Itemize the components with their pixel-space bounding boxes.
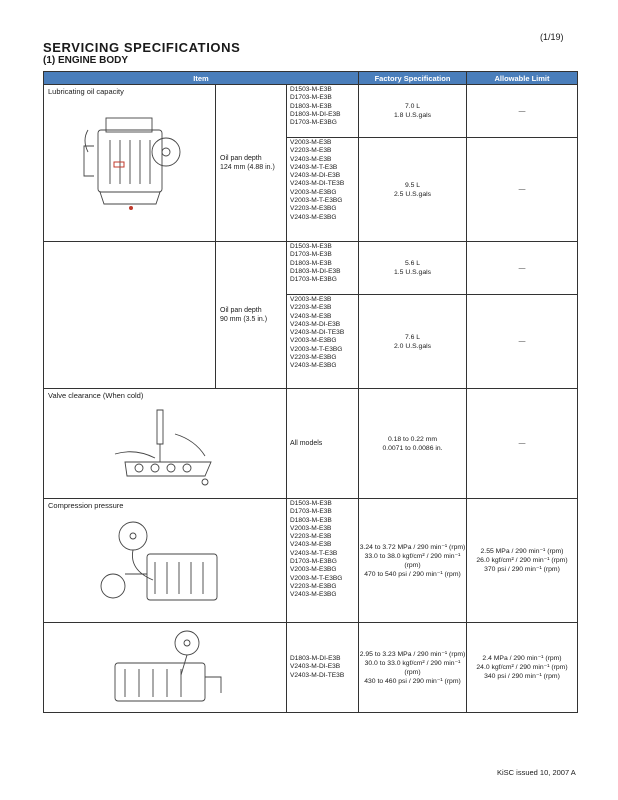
header-factory-specification: Factory Specification — [359, 72, 467, 85]
allowable-limit-cell — [467, 85, 578, 138]
allowable-limit-value: — — [518, 107, 526, 115]
oil-pan-depth-90mm-label: Oil pan depth 90 mm (3.5 in.) — [220, 307, 268, 323]
model-name: V2003-M-E3B — [290, 139, 332, 146]
issue-footer: KiSC issued 10, 2007 A — [497, 768, 576, 777]
model-name: D1503-M-E3B — [290, 243, 332, 250]
header-item: Item — [44, 72, 359, 85]
header-allowable-limit: Allowable Limit — [467, 72, 578, 85]
models-cell — [287, 623, 359, 713]
model-name: V2403-M-DI-TE3B — [290, 329, 345, 337]
allowable-limit-cell — [467, 499, 578, 623]
model-name: D1703-M-E3BG — [290, 276, 337, 284]
compression-pressure-label: Compression pressure — [48, 501, 124, 510]
models-cell — [287, 85, 359, 138]
factory-spec-value: 7.0 L 1.8 U.S.gals — [393, 103, 432, 119]
model-name: D1703-M-E3B — [290, 251, 332, 259]
model-name: V2203-M-E3B — [290, 304, 332, 312]
allowable-limit-value: — — [518, 338, 526, 345]
table-row — [44, 242, 578, 295]
factory-spec-value: 0.18 to 0.22 mm 0.0071 to 0.0086 in. — [382, 435, 443, 452]
model-name: V2403-M-T-E3B — [290, 549, 338, 557]
allowable-limit-value: 2.4 MPa / 290 min⁻¹ (rpm) 24.0 kgf/cm² / 290 min⁻¹ (rpm) 340 psi / 290 min⁻¹ (rpm) — [476, 655, 568, 680]
model-name: V2003-M-E3BG — [290, 188, 337, 196]
model-name: V2203-M-E3BG — [290, 354, 337, 362]
factory-spec-value: 3.24 to 3.72 MPa / 290 min⁻¹ (rpm) 33.0 to 38.0 kgf/cm² / 290 min⁻¹ (rpm) 470 to 540 psi / 290 min⁻¹ (rpm) — [359, 543, 466, 578]
model-name: D1803-M-E3B — [290, 516, 332, 524]
factory-spec-cell — [359, 85, 467, 138]
lubricating-oil-capacity-cell — [44, 85, 216, 242]
model-name: D1803-M-DI-E3B — [290, 267, 341, 275]
model-name: D1803-M-E3B — [290, 259, 332, 267]
model-name: V2003-M-E3BG — [290, 337, 337, 345]
model-name: V2003-M-E3B — [290, 524, 332, 532]
model-name: D1803-M-DI-E3B — [290, 655, 341, 663]
model-name: V2403-M-DI-E3B — [290, 663, 341, 671]
model-name: V2003-M-E3B — [290, 296, 332, 303]
table-row — [44, 623, 578, 713]
oil-pan-depth-90mm-cell — [216, 242, 287, 389]
factory-spec-cell — [359, 295, 467, 389]
allowable-limit-cell — [467, 138, 578, 242]
allowable-limit-cell — [467, 623, 578, 713]
factory-spec-cell — [359, 242, 467, 295]
model-name: V2403-M-DI-TE3B — [290, 671, 345, 679]
model-name: D1803-M-E3B — [290, 102, 332, 110]
allowable-limit-cell — [467, 389, 578, 499]
model-name: D1703-M-E3BG — [290, 558, 337, 566]
allowable-limit-cell — [467, 242, 578, 295]
model-name: V2403-M-DI-TE3B — [290, 180, 345, 188]
oil-pan-depth-124mm-cell — [216, 85, 287, 242]
factory-spec-value: 2.95 to 3.23 MPa / 290 min⁻¹ (rpm) 30.0 to 33.0 kgf/cm² / 290 min⁻¹ (rpm) 430 to 460 psi / 290 min⁻¹ (rpm) — [359, 650, 466, 685]
section-subtitle: (1) ENGINE BODY — [43, 55, 129, 66]
model-name: V2403-M-E3BG — [290, 591, 337, 599]
allowable-limit-value: — — [518, 186, 526, 193]
factory-spec-cell — [359, 389, 467, 499]
factory-spec-cell — [359, 499, 467, 623]
model-name: V2403-M-E3B — [290, 155, 332, 163]
model-name: V2403-M-DI-E3B — [290, 172, 341, 180]
factory-spec-cell — [359, 623, 467, 713]
allowable-limit-value: 2.55 MPa / 290 min⁻¹ (rpm) 26.0 kgf/cm² / 290 min⁻¹ (rpm) 370 psi / 290 min⁻¹ (rpm) — [476, 548, 568, 573]
models-cell — [287, 138, 359, 242]
model-name: V2203-M-E3B — [290, 533, 332, 541]
page-number: (1/19) — [540, 32, 564, 42]
lubricating-oil-capacity-continued-cell — [44, 242, 216, 389]
model-name: D1703-M-E3B — [290, 508, 332, 516]
table-row — [44, 85, 578, 138]
model-name: V2403-M-E3B — [290, 541, 332, 549]
valve-clearance-cell — [44, 389, 287, 499]
model-name: V2203-M-E3B — [290, 147, 332, 155]
model-name: D1703-M-E3B — [290, 94, 332, 102]
allowable-limit-cell — [467, 295, 578, 389]
model-name: D1803-M-DI-E3B — [290, 110, 341, 118]
model-name: V2403-M-DI-E3B — [290, 320, 341, 328]
model-name: D1703-M-E3BG — [290, 119, 337, 127]
table-row — [44, 389, 578, 499]
models-cell — [287, 295, 359, 389]
models-cell — [287, 242, 359, 295]
compression-gauge-illustration — [95, 514, 235, 614]
model-name: V2403-M-T-E3B — [290, 163, 338, 171]
table-header-row — [44, 72, 578, 85]
factory-spec-value: 7.6 L 2.0 U.S.gals — [393, 333, 432, 350]
factory-spec-value: 9.5 L 2.5 U.S.gals — [393, 181, 432, 198]
engine-oil-illustration — [70, 100, 190, 220]
model-name: V2003-M-T-E3BG — [290, 345, 343, 353]
allowable-limit-value: — — [518, 440, 526, 447]
compression-pressure-continued-cell — [44, 623, 287, 713]
model-name: V2003-M-T-E3BG — [290, 197, 343, 205]
page-title: SERVICING SPECIFICATIONS — [43, 40, 241, 55]
all-models-label: All models — [290, 440, 323, 447]
model-name: V2403-M-E3B — [290, 312, 332, 320]
factory-spec-cell — [359, 138, 467, 242]
factory-spec-value: 5.6 L 1.5 U.S.gals — [393, 260, 432, 276]
compression-pressure-cell — [44, 499, 287, 623]
model-name: V2003-M-T-E3BG — [290, 574, 343, 582]
compression-gauge-illustration-di — [95, 627, 235, 707]
model-name: V2403-M-E3BG — [290, 362, 337, 370]
all-models-cell — [287, 389, 359, 499]
table-row — [44, 499, 578, 623]
model-name: D1503-M-E3B — [290, 86, 332, 93]
model-name: V2003-M-E3BG — [290, 566, 337, 574]
models-cell — [287, 499, 359, 623]
model-name: V2403-M-E3BG — [290, 213, 337, 221]
model-name: V2203-M-E3BG — [290, 582, 337, 590]
lubricating-oil-capacity-label: Lubricating oil capacity — [48, 87, 124, 96]
specifications-table — [43, 71, 578, 713]
allowable-limit-value: — — [518, 264, 526, 272]
valve-clearance-label: Valve clearance (When cold) — [48, 391, 144, 400]
valve-gauge-illustration — [105, 404, 225, 492]
oil-pan-depth-124mm-label: Oil pan depth 124 mm (4.88 in.) — [220, 155, 275, 171]
model-name: D1503-M-E3B — [290, 500, 332, 507]
model-name: V2203-M-E3BG — [290, 205, 337, 213]
